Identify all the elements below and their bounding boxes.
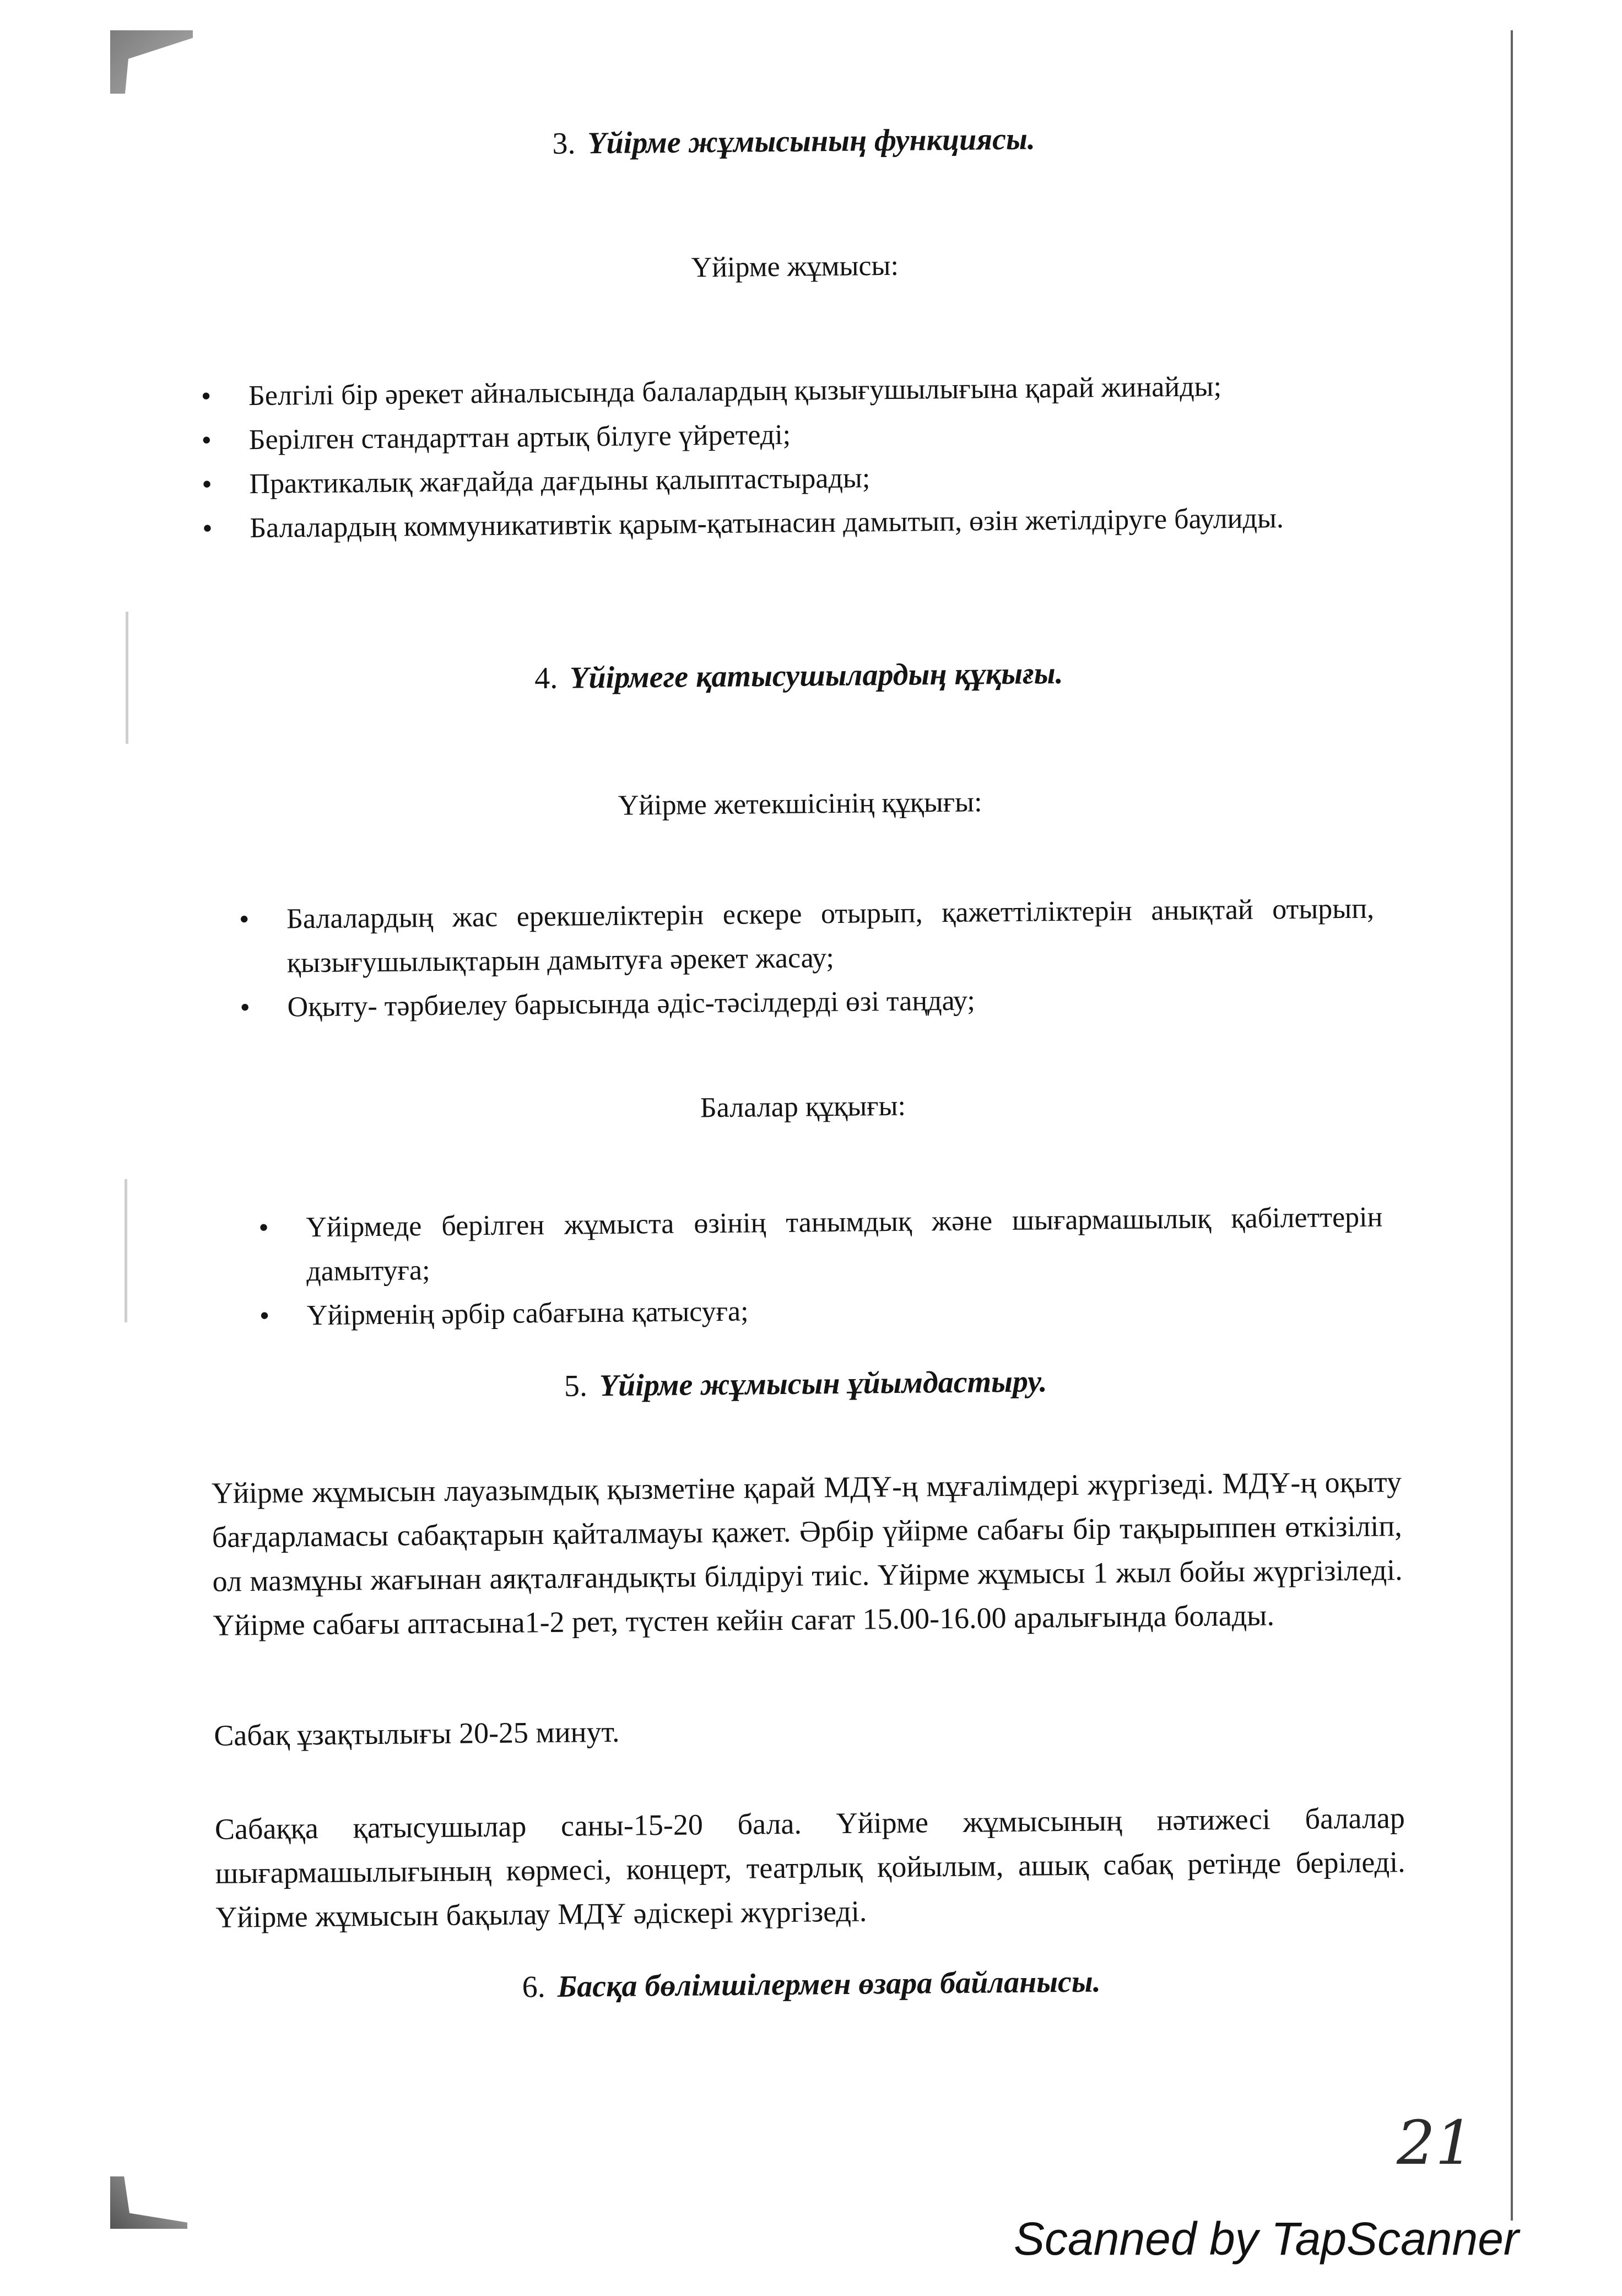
organization-paragraph: Үйірме жұмысын лауазымдық қызметіне қарай МДҰ-ң мұғалімдері жүргізеді. МДҰ-ң оқыту бағдарламасы сабақтарын қайталмауы қажет. Әрбір үйірме сабағы бір тақырыппен өткізіліп, ол мазмұны жағынан аяқталғандықты білдіруі тиіс. Үйірме жұмысы 1 жыл бойы жүргізіледі. Үйірме сабағы аптасына1-2 рет, түстен кейін сағат 15.00-16.00 аралығында болады. [211,1465,1403,1642]
section-5-heading [210,1360,1401,1407]
leader-rights-subheading: Үйірме жетекшісінің құқығы: [618,786,982,822]
section-title: Басқа бөлімшілермен өзара байланысы. [557,1964,1101,2004]
section-3-list [201,364,1365,551]
section-6-heading [216,1961,1407,2008]
section-number: 6. [522,1970,545,2005]
list-item: • Практикалық жағдайда дағдыны қалыптастырады; [202,452,1365,507]
lesson-duration-paragraph: Сабақ ұзақтылығы 20-25 минут. [214,1715,620,1752]
section-title: Үйірме жұмысын ұйымдастыру. [599,1364,1047,1403]
scanner-watermark: Scanned by TapScanner [1014,2213,1519,2265]
handwritten-page-number: 21 [1397,2108,1474,2178]
leader-rights-list [239,887,1375,1030]
list-item: • Үйірмеде берілген жұмыста өзінің танымдық және шығармашылық қабілеттерін дамытуға; [258,1195,1383,1294]
scan-edge-line [1511,30,1513,2221]
section-4-heading [204,652,1394,699]
list-item: • Оқыту- тәрбиелеу барысында әдіс-тәсілдерді өзі таңдау; [240,975,1375,1030]
section-number: 4. [534,661,558,696]
section-number: 5. [564,1369,588,1403]
list-item: • Балалардың коммуникативтік қарым-қатынасин дамытып, өзін жетілдіруге баулиды. [202,496,1365,551]
list-item: • Белгілі бір әрекет айналысында балалардың қызығушылығына қарай жинайды; [201,364,1364,419]
list-item: • Берілген стандарттан артық білуге үйретеді; [201,408,1364,463]
section-3-heading [198,118,1389,165]
children-rights-subheading: Балалар құқығы: [700,1090,906,1124]
scan-margin-mark [126,612,128,744]
section-3-subheading: Үйірме жұмысы: [691,250,899,284]
children-rights-list [258,1195,1383,1338]
section-title: Үйірмеге қатысушылардың құқығы. [569,656,1063,695]
participants-paragraph: Сабаққа қатысушылар саны-15-20 бала. Үйірме жұмысының нәтижесі балалар шығармашылығының көрмесі, концерт, театрлық қойылым, ашық сабақ ретінде беріледі. Үйірме жұмысын бақылау МДҰ әдіскері жүргізеді. [214,1801,1405,1934]
scan-corner-shadow-top [110,30,193,94]
document-page [198,99,1407,2094]
scan-corner-shadow-bottom [110,2176,187,2229]
section-number: 3. [552,126,576,161]
scan-margin-mark [125,1179,127,1322]
section-title: Үйірме жұмысының функциясы. [587,122,1036,161]
list-item: • Үйірменің әрбір сабағына қатысуға; [259,1283,1384,1338]
list-item: • Балалардың жас ерекшеліктерін ескере отырып, қажеттіліктерін анықтай отырып, қызығушылықтарын дамытуға әрекет жасау; [239,887,1375,986]
